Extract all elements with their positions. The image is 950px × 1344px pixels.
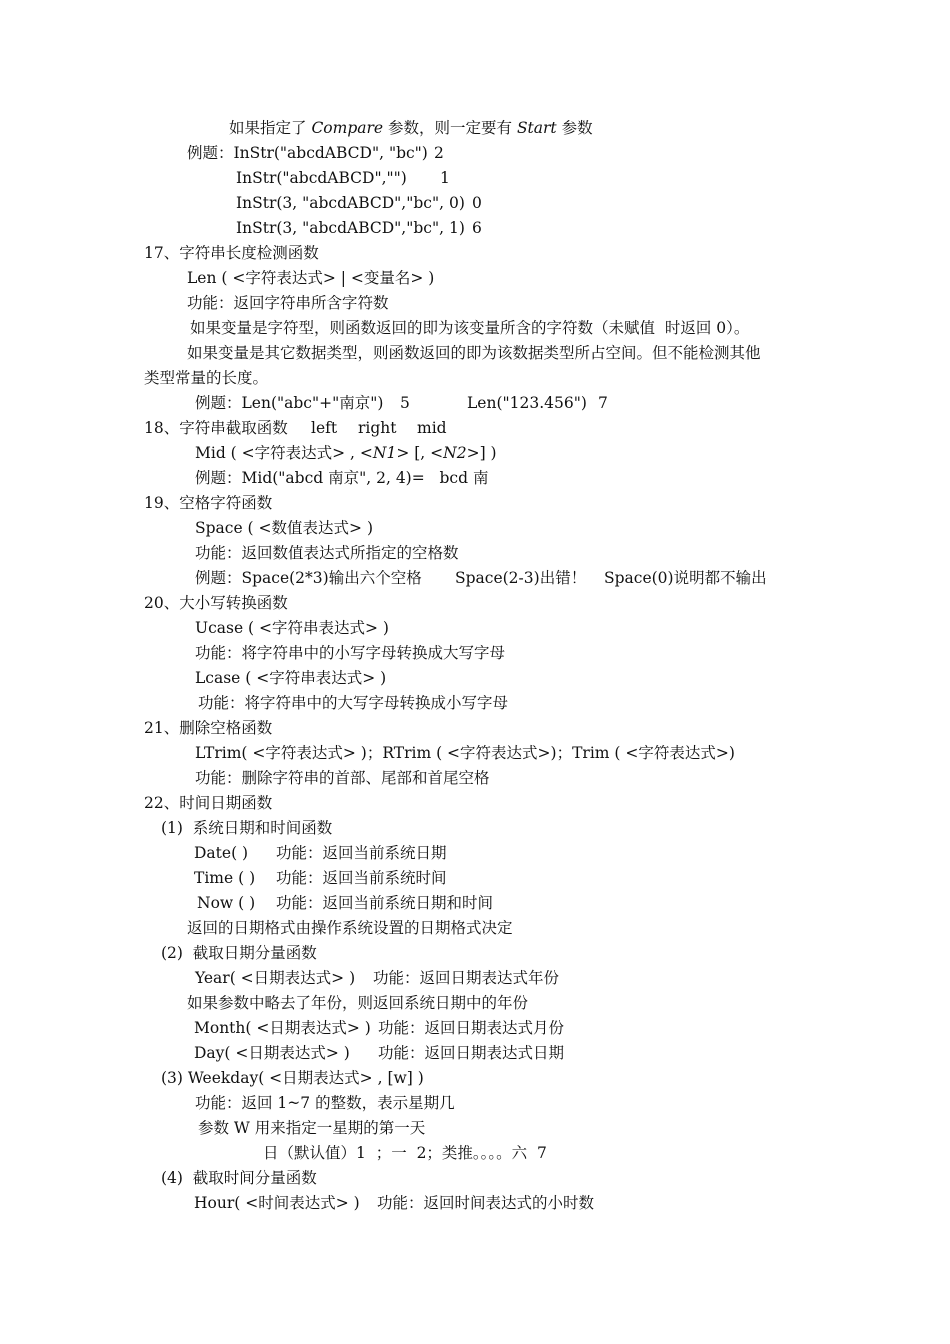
example-expression: InStr(3, "abcdABCD","bc", 1) — [236, 219, 465, 237]
text-line: 如果变量是字符型，则函数返回的即为该变量所含的字符数（未赋值 时返回 0）。 — [190, 319, 750, 337]
text-line: 参数 W 用来指定一星期的第一天 — [198, 1119, 426, 1137]
example-result: 6 — [472, 219, 482, 237]
text-line: 返回的日期格式由操作系统设置的日期格式决定 — [187, 919, 513, 937]
example-expression: 例题：InStr("abcdABCD", "bc") — [187, 144, 428, 162]
example-result: 1 — [440, 169, 450, 187]
italic-term: N1 — [372, 444, 397, 462]
syntax-line: Time ( ) — [194, 869, 256, 887]
example-result: 0 — [472, 194, 482, 212]
subsection-heading: (1) 系统日期和时间函数 — [161, 819, 333, 837]
section-heading: 20、大小写转换函数 — [144, 594, 288, 612]
example-result: 7 — [598, 394, 608, 412]
example-expression: Space(2-3)出错！ — [455, 569, 587, 587]
description-line: 功能：返回 1~7 的整数，表示星期几 — [195, 1094, 455, 1112]
text-run: 参数 — [556, 119, 593, 137]
section-heading: 19、空格字符函数 — [144, 494, 273, 512]
section-heading-term: right — [358, 419, 397, 437]
example-expression: 例题：Len("abc"+"南京") — [195, 394, 384, 412]
syntax-line: Len ( <字符表达式> | <变量名> ) — [187, 269, 435, 287]
description-line: 功能：返回字符串所含字符数 — [187, 294, 389, 312]
example-line — [187, 143, 428, 163]
syntax-line: Month( <日期表达式> ) — [194, 1019, 371, 1037]
subsection-heading: (2) 截取日期分量函数 — [161, 944, 317, 962]
subsection-heading: (4) 截取时间分量函数 — [161, 1169, 317, 1187]
italic-term: Compare — [311, 119, 384, 137]
description-line: 功能：删除字符串的首部、尾部和首尾空格 — [195, 769, 490, 787]
syntax-line: Now ( ) — [197, 894, 256, 912]
section-heading: 18、字符串截取函数 — [144, 419, 288, 437]
section-heading-term: mid — [417, 419, 447, 437]
syntax-line: Space ( <数值表达式> ) — [195, 519, 373, 537]
text-run: Mid ( <字符表达式> , < — [195, 444, 373, 462]
text-line: 日（默认值）1 ；一 2；类推。。。。六 7 — [263, 1144, 547, 1162]
syntax-line — [195, 443, 497, 463]
text-run: 参数，则一定要有 — [383, 119, 517, 137]
syntax-line: Hour( <时间表达式> ) — [194, 1194, 360, 1212]
text-run: 如果指定了 — [229, 119, 312, 137]
text-line: 类型常量的长度。 — [144, 369, 269, 387]
example-result: 5 — [400, 394, 410, 412]
text-line: 如果参数中略去了年份，则返回系统日期中的年份 — [187, 994, 529, 1012]
section-heading: 22、时间日期函数 — [144, 794, 273, 812]
example-expression: 例题：Space(2*3)输出六个空格 — [195, 569, 422, 587]
description-line: 功能：返回当前系统日期和时间 — [276, 894, 494, 912]
description-line: 功能：返回日期表达式日期 — [378, 1044, 565, 1062]
description-line: 功能：将字符串中的大写字母转换成小写字母 — [198, 694, 509, 712]
example-expression: Space(0)说明都不输出 — [604, 569, 767, 587]
description-line: 功能：返回数值表达式所指定的空格数 — [195, 544, 459, 562]
italic-term: Start — [516, 119, 557, 137]
syntax-line: Lcase ( <字符串表达式> ) — [195, 669, 387, 687]
section-heading-term: left — [311, 419, 338, 437]
syntax-line: Ucase ( <字符串表达式> ) — [195, 619, 389, 637]
description-line: 功能：将字符串中的小写字母转换成大写字母 — [195, 644, 506, 662]
text-run: > [, < — [396, 444, 444, 462]
description-line: 功能：返回日期表达式年份 — [373, 969, 560, 987]
text-line: 如果变量是其它数据类型，则函数返回的即为该数据类型所占空间。但不能检测其他 — [187, 344, 761, 362]
example-line: 例题：Mid("abcd 南京", 2, 4)= bcd 南 — [195, 469, 489, 487]
section-heading: 21、删除空格函数 — [144, 719, 273, 737]
text-line — [229, 118, 593, 138]
text-run: >] ) — [466, 444, 497, 462]
italic-term: N2 — [443, 444, 467, 462]
subsection-heading: (3) Weekday( <日期表达式> , [w] ) — [161, 1069, 424, 1087]
syntax-line: Day( <日期表达式> ) — [194, 1044, 350, 1062]
description-line: 功能：返回时间表达式的小时数 — [377, 1194, 595, 1212]
syntax-line: LTrim( <字符表达式> )；RTrim ( <字符表达式>)；Trim ( <字符表达式>) — [195, 744, 735, 762]
example-expression: InStr("abcdABCD","") — [236, 169, 407, 187]
example-expression: InStr(3, "abcdABCD","bc", 0) — [236, 194, 465, 212]
example-expression: Len("123.456") — [467, 394, 587, 412]
syntax-line: Date( ) — [194, 844, 249, 862]
syntax-line: Year( <日期表达式> ) — [195, 969, 356, 987]
description-line: 功能：返回日期表达式月份 — [378, 1019, 565, 1037]
section-heading: 17、字符串长度检测函数 — [144, 244, 319, 262]
example-result: 2 — [434, 144, 444, 162]
description-line: 功能：返回当前系统日期 — [276, 844, 447, 862]
description-line: 功能：返回当前系统时间 — [276, 869, 447, 887]
